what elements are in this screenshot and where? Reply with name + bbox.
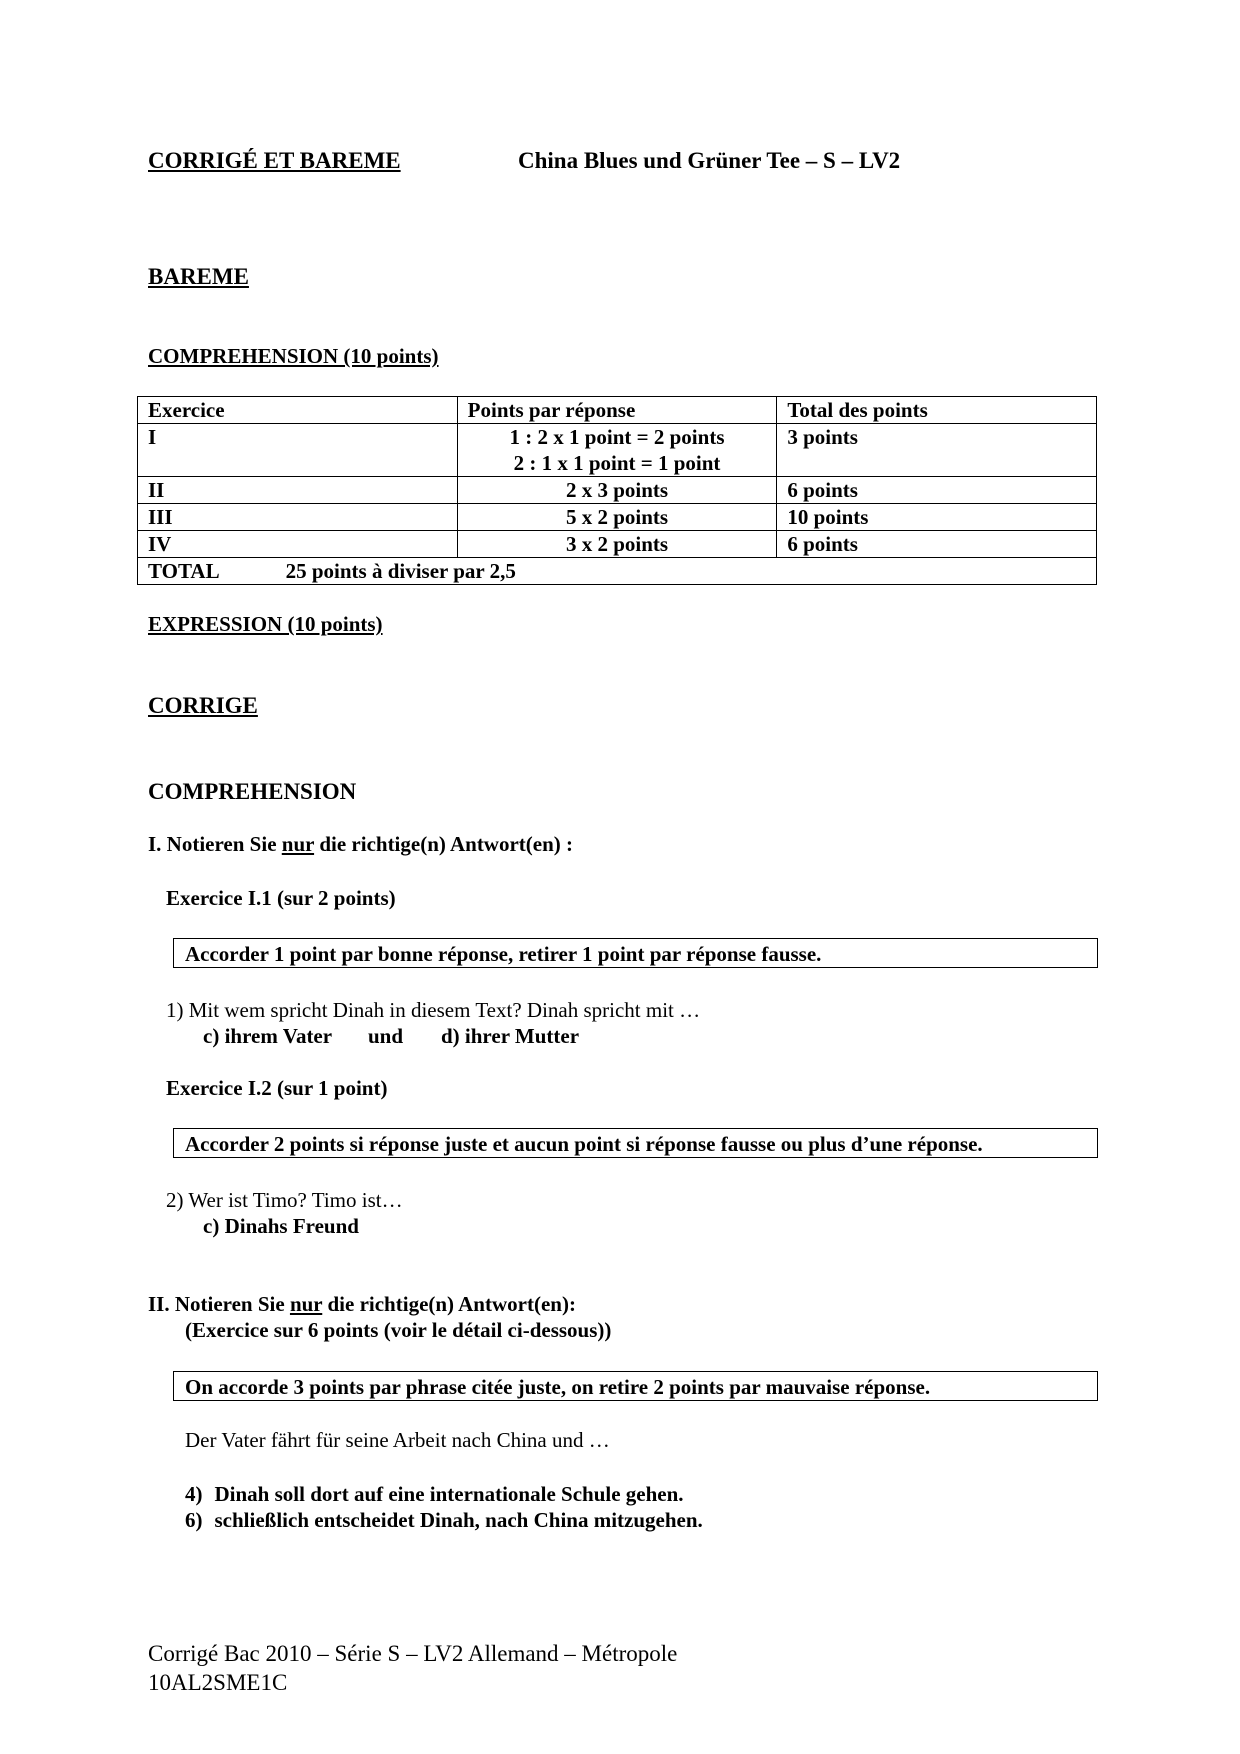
heading-text: I. Notieren Sie — [148, 832, 282, 856]
heading-text: die richtige(n) Antwort(en): — [322, 1292, 576, 1316]
header-left: CORRIGÉ ET BAREME — [148, 148, 401, 173]
table-row — [138, 531, 1097, 558]
table-total-row — [138, 558, 1097, 585]
expression-heading: EXPRESSION (10 points) — [148, 612, 383, 636]
exercise-1-2-title: Exercice I.2 (sur 1 point) — [166, 1076, 388, 1100]
section2-subheading: (Exercice sur 6 points (voir le détail ci-dessous)) — [185, 1318, 612, 1342]
table-cell: I — [138, 424, 458, 477]
points-line: 2 : 1 x 1 point = 1 point — [513, 451, 721, 475]
heading-text: II. Notieren Sie — [148, 1292, 290, 1316]
table-cell: 6 points — [777, 531, 1097, 558]
heading-nur: nur — [281, 832, 315, 856]
corrige-title: CORRIGE — [148, 693, 258, 718]
grading-box: Accorder 1 point par bonne réponse, retirer 1 point par réponse fausse. — [173, 938, 1098, 968]
table-total-cell — [138, 558, 1097, 585]
table-cell: 6 points — [777, 477, 1097, 504]
footer-line-1: Corrigé Bac 2010 – Série S – LV2 Allemand – Métropole — [148, 1641, 678, 1666]
total-label: TOTAL — [148, 559, 220, 583]
section2-intro: Der Vater fährt für seine Arbeit nach China und … — [185, 1428, 610, 1452]
comprehension-title: COMPREHENSION — [148, 779, 357, 804]
table-cell: 3 points — [777, 424, 1097, 477]
table-row — [138, 477, 1097, 504]
table-header: Total des points — [777, 397, 1097, 424]
heading-nur: nur — [289, 1292, 323, 1316]
grading-box: Accorder 2 points si réponse juste et aucun point si réponse fausse ou plus d’une réponse. — [173, 1128, 1098, 1158]
item-text: Dinah soll dort auf eine internationale Schule gehen. — [214, 1482, 684, 1506]
comprehension-points-heading: COMPREHENSION (10 points) — [148, 344, 439, 368]
table-cell: II — [138, 477, 458, 504]
grading-box: On accorde 3 points par phrase citée juste, on retire 2 points par mauvaise réponse. — [173, 1371, 1098, 1401]
table-cell: 3 x 2 points — [457, 531, 777, 558]
header-right: China Blues und Grüner Tee – S – LV2 — [518, 148, 901, 173]
question-1: 1) Mit wem spricht Dinah in diesem Text? Dinah spricht mit … — [166, 998, 701, 1022]
table-header: Exercice — [138, 397, 458, 424]
answer-1-und: und — [368, 1024, 404, 1048]
table-row — [138, 424, 1097, 477]
total-value: 25 points à diviser par 2,5 — [285, 559, 516, 583]
question-2: 2) Wer ist Timo? Timo ist… — [166, 1188, 403, 1212]
table-cell: 10 points — [777, 504, 1097, 531]
list-item — [185, 1508, 703, 1533]
section2-heading — [148, 1292, 576, 1317]
table-cell: 5 x 2 points — [457, 504, 777, 531]
answer-1-c: c) ihrem Vater — [203, 1024, 333, 1048]
table-cell: IV — [138, 531, 458, 558]
table-row — [138, 504, 1097, 531]
section1-heading — [148, 832, 573, 857]
footer-line-2: 10AL2SME1C — [148, 1670, 288, 1695]
item-number: 4) — [185, 1482, 203, 1506]
points-line: 1 : 2 x 1 point = 2 points — [509, 425, 725, 449]
answer-1-d: d) ihrer Mutter — [441, 1024, 580, 1048]
table-header-row — [138, 397, 1097, 424]
answer-2: c) Dinahs Freund — [203, 1214, 359, 1238]
item-text: schließlich entscheidet Dinah, nach China mitzugehen. — [214, 1508, 703, 1532]
heading-text: die richtige(n) Antwort(en) : — [314, 832, 574, 856]
bareme-title: BAREME — [148, 264, 249, 289]
table-cell: III — [138, 504, 458, 531]
bareme-table — [137, 396, 1097, 585]
exercise-1-1-title: Exercice I.1 (sur 2 points) — [166, 886, 396, 910]
table-cell — [457, 424, 777, 477]
list-item — [185, 1482, 684, 1507]
table-header: Points par réponse — [457, 397, 777, 424]
item-number: 6) — [185, 1508, 203, 1532]
table-cell: 2 x 3 points — [457, 477, 777, 504]
